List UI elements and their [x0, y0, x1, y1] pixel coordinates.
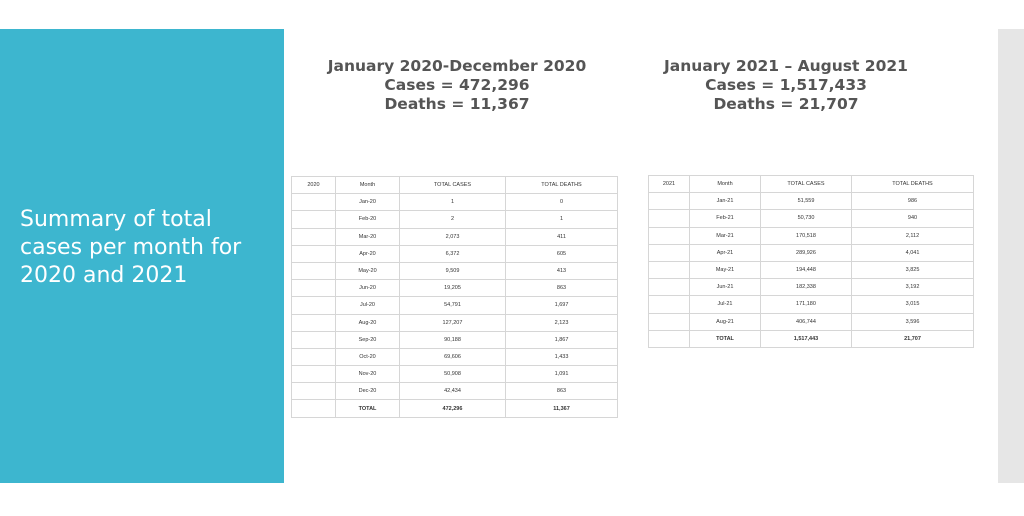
table-cell: 4,041 — [852, 244, 974, 261]
heading-2021-cases: Cases = 1,517,433 — [705, 76, 867, 94]
empty-cell — [292, 314, 336, 331]
slide-title-line: Summary of total — [20, 207, 212, 232]
table-cell: 69,606 — [400, 348, 506, 365]
column-header: Month — [690, 176, 761, 193]
table-row — [292, 194, 618, 211]
table-cell: 1,091 — [506, 366, 618, 383]
table-cell: Jan-21 — [690, 193, 761, 210]
table-cell: 54,791 — [400, 297, 506, 314]
table-cell: 6,372 — [400, 245, 506, 262]
total-cell: 472,296 — [400, 400, 506, 417]
total-cell: TOTAL — [336, 400, 400, 417]
table-cell: 182,338 — [761, 279, 852, 296]
slide-title-line: cases per month for — [20, 235, 242, 260]
table-row — [649, 296, 974, 313]
empty-cell — [292, 194, 336, 211]
table-row — [649, 227, 974, 244]
table-total-row — [649, 330, 974, 347]
heading-2021-period: January 2021 – August 2021 — [664, 57, 908, 75]
table-2021 — [648, 175, 974, 348]
empty-cell — [649, 330, 690, 347]
table-cell: May-20 — [336, 262, 400, 279]
table-total-row — [292, 400, 618, 417]
total-cell: 1,517,443 — [761, 330, 852, 347]
table-row — [649, 244, 974, 261]
table-cell: Apr-21 — [690, 244, 761, 261]
table-cell: 411 — [506, 228, 618, 245]
title-panel — [0, 29, 284, 483]
table-cell: 19,205 — [400, 280, 506, 297]
table-row — [292, 245, 618, 262]
heading-2021 — [660, 57, 912, 114]
empty-cell — [649, 244, 690, 261]
empty-cell — [292, 366, 336, 383]
table-cell: 194,448 — [761, 261, 852, 278]
table-cell: Feb-20 — [336, 211, 400, 228]
table-cell: 1 — [506, 211, 618, 228]
table-row — [292, 383, 618, 400]
table-row — [292, 297, 618, 314]
table-cell: 3,015 — [852, 296, 974, 313]
table-header-row — [649, 176, 974, 193]
table-cell: 1,697 — [506, 297, 618, 314]
slide-title-line: 2020 and 2021 — [20, 263, 188, 288]
table-row — [292, 314, 618, 331]
table-cell: 127,207 — [400, 314, 506, 331]
table-2020 — [291, 176, 618, 418]
table-cell: 2,123 — [506, 314, 618, 331]
column-header: TOTAL CASES — [400, 177, 506, 194]
empty-cell — [292, 280, 336, 297]
table-cell: Jan-20 — [336, 194, 400, 211]
table-cell: 1,867 — [506, 331, 618, 348]
table-cell: 9,509 — [400, 262, 506, 279]
empty-cell — [292, 228, 336, 245]
table-2021-body — [649, 176, 974, 348]
empty-cell — [649, 296, 690, 313]
empty-cell — [292, 383, 336, 400]
table-cell: 50,908 — [400, 366, 506, 383]
year-cell: 2020 — [292, 177, 336, 194]
table-cell: 1 — [400, 194, 506, 211]
table-row — [292, 331, 618, 348]
table-cell: 90,188 — [400, 331, 506, 348]
table-cell: Aug-21 — [690, 313, 761, 330]
table-cell: 2,112 — [852, 227, 974, 244]
table-row — [649, 261, 974, 278]
table-cell: 413 — [506, 262, 618, 279]
table-cell: 940 — [852, 210, 974, 227]
heading-2020-period: January 2020-December 2020 — [327, 57, 587, 75]
empty-cell — [292, 262, 336, 279]
table-row — [649, 210, 974, 227]
table-cell: Sep-20 — [336, 331, 400, 348]
table-cell: 3,596 — [852, 313, 974, 330]
table-cell: 50,730 — [761, 210, 852, 227]
table-cell: Oct-20 — [336, 348, 400, 365]
empty-cell — [649, 193, 690, 210]
empty-cell — [649, 227, 690, 244]
table-cell: 863 — [506, 280, 618, 297]
empty-cell — [649, 313, 690, 330]
empty-cell — [649, 210, 690, 227]
table-cell: 51,559 — [761, 193, 852, 210]
table-cell: Feb-21 — [690, 210, 761, 227]
table-row — [649, 279, 974, 296]
table-cell: 406,744 — [761, 313, 852, 330]
table-cell: Apr-20 — [336, 245, 400, 262]
table-cell: Aug-20 — [336, 314, 400, 331]
empty-cell — [649, 279, 690, 296]
table-cell: 863 — [506, 383, 618, 400]
empty-cell — [649, 261, 690, 278]
column-header: TOTAL DEATHS — [506, 177, 618, 194]
table-cell: Mar-21 — [690, 227, 761, 244]
table-row — [292, 228, 618, 245]
table-row — [292, 211, 618, 228]
total-cell: 21,707 — [852, 330, 974, 347]
table-cell: 2,073 — [400, 228, 506, 245]
table-cell: 171,180 — [761, 296, 852, 313]
table-cell: 2 — [400, 211, 506, 228]
table-cell: Jul-20 — [336, 297, 400, 314]
slide-title — [20, 206, 270, 290]
year-cell: 2021 — [649, 176, 690, 193]
total-cell: TOTAL — [690, 330, 761, 347]
table-row — [649, 193, 974, 210]
right-edge-bar — [998, 29, 1024, 483]
table-row — [292, 348, 618, 365]
table-cell: 170,518 — [761, 227, 852, 244]
empty-cell — [292, 211, 336, 228]
table-cell: 289,926 — [761, 244, 852, 261]
table-cell: Jun-20 — [336, 280, 400, 297]
column-header: TOTAL CASES — [761, 176, 852, 193]
empty-cell — [292, 297, 336, 314]
heading-2020-deaths: Deaths = 11,367 — [384, 95, 530, 113]
table-cell: 3,825 — [852, 261, 974, 278]
column-header: TOTAL DEATHS — [852, 176, 974, 193]
total-cell: 11,367 — [506, 400, 618, 417]
table-cell: 1,433 — [506, 348, 618, 365]
table-row — [292, 262, 618, 279]
table-cell: 3,192 — [852, 279, 974, 296]
table-row — [292, 280, 618, 297]
table-cell: May-21 — [690, 261, 761, 278]
heading-2020 — [325, 57, 589, 114]
empty-cell — [292, 348, 336, 365]
column-header: Month — [336, 177, 400, 194]
table-cell: 0 — [506, 194, 618, 211]
table-header-row — [292, 177, 618, 194]
empty-cell — [292, 331, 336, 348]
table-row — [292, 366, 618, 383]
table-2020-body — [292, 177, 618, 418]
heading-2021-deaths: Deaths = 21,707 — [713, 95, 859, 113]
table-row — [649, 313, 974, 330]
table-cell: Dec-20 — [336, 383, 400, 400]
slide — [0, 29, 1024, 483]
empty-cell — [292, 400, 336, 417]
empty-cell — [292, 245, 336, 262]
table-cell: 986 — [852, 193, 974, 210]
table-cell: Mar-20 — [336, 228, 400, 245]
table-cell: Jun-21 — [690, 279, 761, 296]
table-cell: Jul-21 — [690, 296, 761, 313]
table-cell: 42,434 — [400, 383, 506, 400]
heading-2020-cases: Cases = 472,296 — [384, 76, 530, 94]
table-cell: Nov-20 — [336, 366, 400, 383]
table-cell: 605 — [506, 245, 618, 262]
